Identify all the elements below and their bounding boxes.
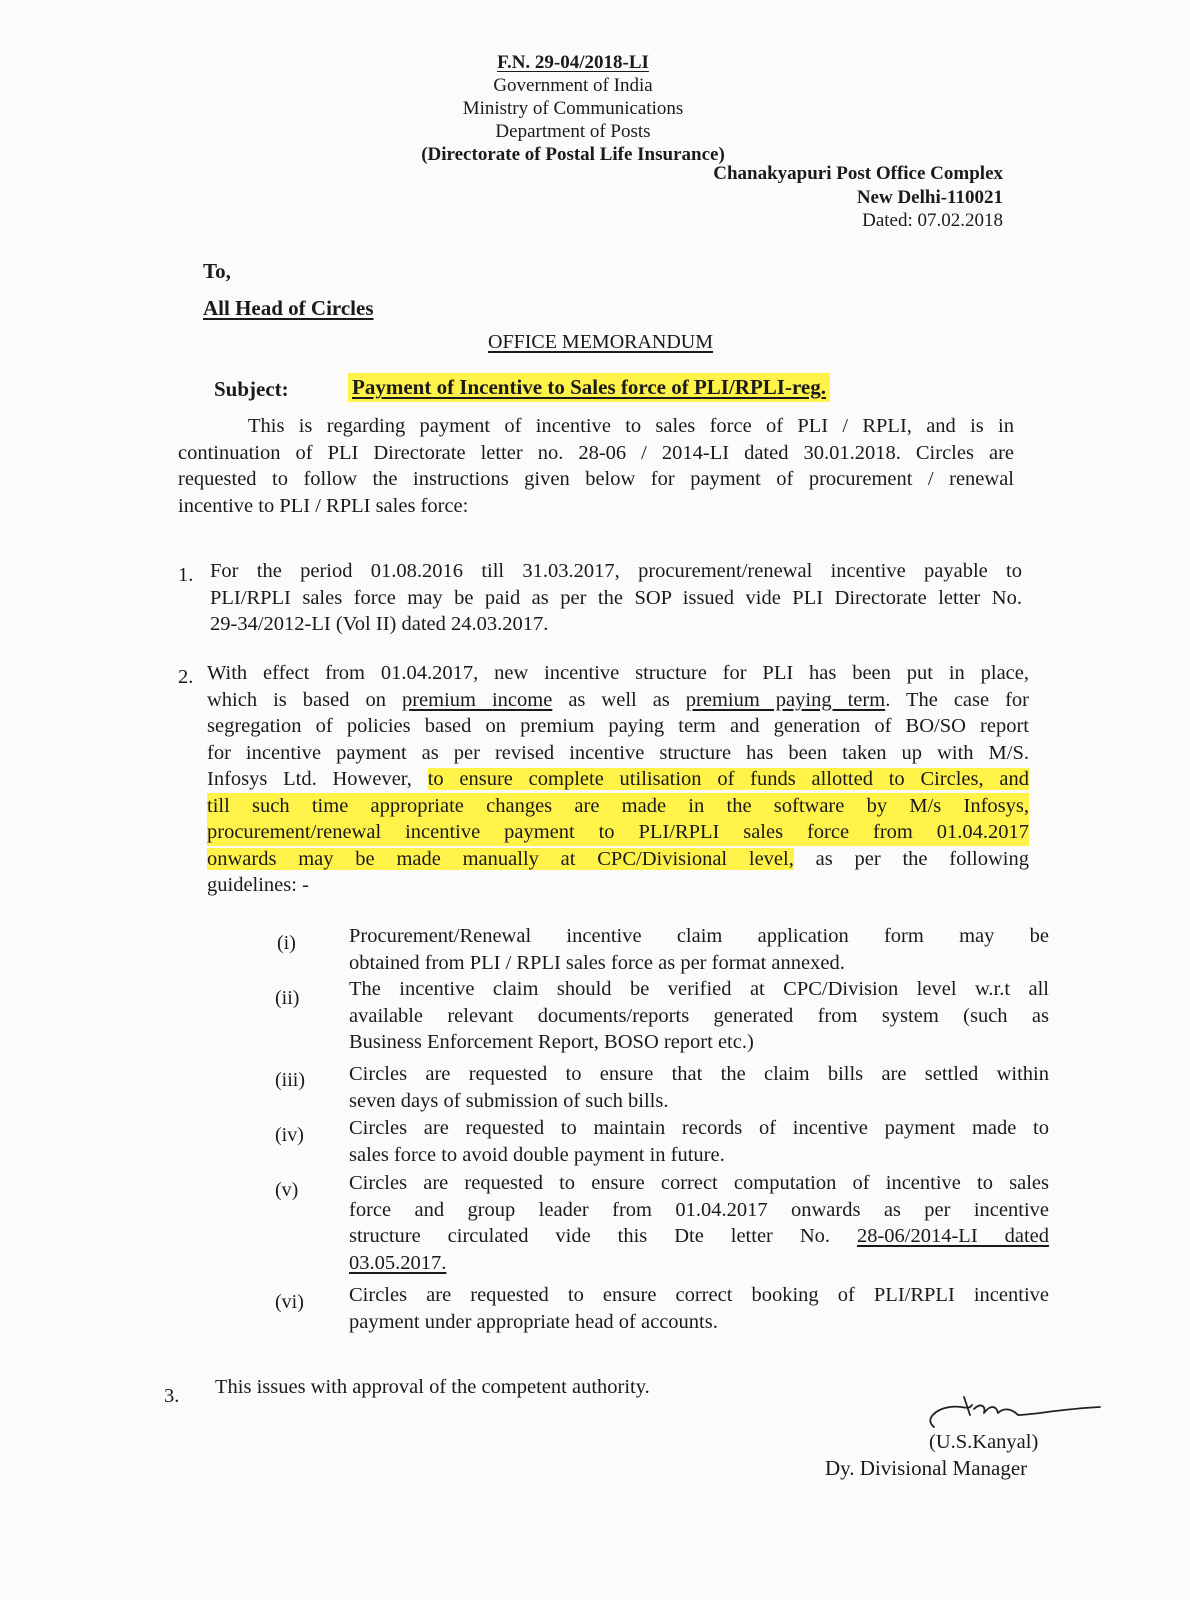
point-3-text: This issues with approval of the competent authority. [215, 1376, 650, 1398]
point-2-line: Infosys Ltd. However, to ensure complete utilisation of funds allotted to Circles, and [207, 768, 1029, 790]
directorate-line: (Directorate of Postal Life Insurance) [421, 144, 725, 165]
guideline-text: Circles are requested to ensure correct booking of PLI/RPLI incentive payment under appropriate head of accounts. [349, 1284, 1049, 1333]
point-2-text [207, 660, 1029, 899]
file-number: F.N. 29-04/2018-LI [497, 52, 649, 73]
guideline-number: (v) [275, 1179, 299, 1201]
to-label: To, [203, 259, 231, 283]
addressee-name: All Head of Circles [203, 296, 374, 320]
guideline-text: Circles are requested to ensure correct computation of incentive to sales force and group leader from 01.04.2017 onwards as per incentive structure circulated vide this Dte letter No. 28-06/2014-LI dated 03.05.2017. [349, 1170, 1049, 1276]
ministry-line: Ministry of Communications [462, 98, 684, 119]
guideline-text: Circles are requested to maintain records of incentive payment made to sales force to avoid double payment in future. [349, 1117, 1049, 1166]
intro-paragraph [178, 413, 1014, 519]
subject-text: Payment of Incentive to Sales force of PLI/RPLI-reg. [348, 373, 830, 402]
guideline-number: (i) [277, 932, 296, 954]
point-2-line: for incentive payment as per revised incentive structure has been taken up with M/S. [207, 741, 1029, 764]
guideline-text: Procurement/Renewal incentive claim application form may be obtained from PLI / RPLI sales force as per format annexed. [349, 925, 1049, 974]
point-1-text [210, 558, 1022, 638]
point-1-line: 29-34/2012-LI (Vol II) dated 24.03.2017. [210, 613, 549, 635]
point-1-line: For the period 01.08.2016 till 31.03.2017, procurement/renewal incentive payable to [210, 560, 1022, 582]
guideline-number: (ii) [275, 987, 300, 1009]
guideline-number: (iii) [275, 1069, 305, 1091]
point-2-line: which is based on premium income as well as premium paying term. The case for [207, 688, 1030, 711]
referenced-letter-date: 03.05.2017. [349, 1251, 447, 1274]
date-line: Dated: 07.02.2018 [862, 210, 1003, 231]
highlighted-line: till such time appropriate changes are made in the software by M/s Infosys, [207, 793, 1029, 820]
highlighted-text: to ensure complete utilisation of funds allotted to Circles, and [427, 768, 1029, 790]
point-1-number: 1. [178, 564, 194, 586]
referenced-letter: 28-06/2014-LI dated [856, 1225, 1049, 1247]
intro-line: requested to follow the instructions given below for payment of procurement / renewal [178, 468, 1014, 490]
signatory-designation: Dy. Divisional Manager [825, 1456, 1028, 1480]
address-line-2: New Delhi-110021 [856, 187, 1003, 208]
point-1-line: PLI/RPLI sales force may be paid as per the SOP issued vide PLI Directorate letter No. [210, 586, 1022, 609]
point-2-line: guidelines: - [207, 874, 309, 896]
highlighted-line: procurement/renewal incentive payment to PLI/RPLI sales force from 01.04.2017 [207, 819, 1029, 846]
guideline-text: Circles are requested to ensure that the claim bills are settled within seven days of submission of such bills. [349, 1063, 1049, 1112]
guideline-text: The incentive claim should be verified at CPC/Division level w.r.t all available relevant documents/reports generated from system (such as Business Enforcement Report, BOSO report etc.) [349, 978, 1049, 1053]
highlighted-text: onwards may be made manually at CPC/Divisional level, [207, 847, 794, 870]
intro-line: This is regarding payment of incentive to sales force of PLI / RPLI, and is in [248, 415, 1014, 437]
intro-line: incentive to PLI / RPLI sales force: [178, 494, 469, 517]
premium-income-term: premium income [401, 688, 553, 711]
memo-title: OFFICE MEMORANDUM [488, 331, 714, 353]
guideline-number: (vi) [275, 1291, 304, 1313]
address-line-1: Chanakyapuri Post Office Complex [713, 163, 1003, 184]
government-line: Government of India [493, 75, 653, 96]
department-line: Department of Posts [495, 121, 651, 142]
signatory-name: (U.S.Kanyal) [929, 1431, 1039, 1453]
premium-paying-term: premium paying term [685, 688, 886, 711]
intro-line: continuation of PLI Directorate letter no. 28-06 / 2014-LI dated 30.01.2018. Circles are [178, 441, 1014, 464]
point-2-line: With effect from 01.04.2017, new incentive structure for PLI has been put in place, [207, 662, 1029, 684]
point-2-number: 2. [178, 666, 194, 688]
guideline-number: (iv) [275, 1124, 304, 1146]
subject-label: Subject: [214, 377, 289, 401]
point-3-number: 3. [164, 1385, 180, 1407]
point-2-line: segregation of policies based on premium paying term and generation of BO/SO report [207, 715, 1029, 737]
point-2-line: onwards may be made manually at CPC/Divisional level, as per the following [207, 847, 1029, 870]
